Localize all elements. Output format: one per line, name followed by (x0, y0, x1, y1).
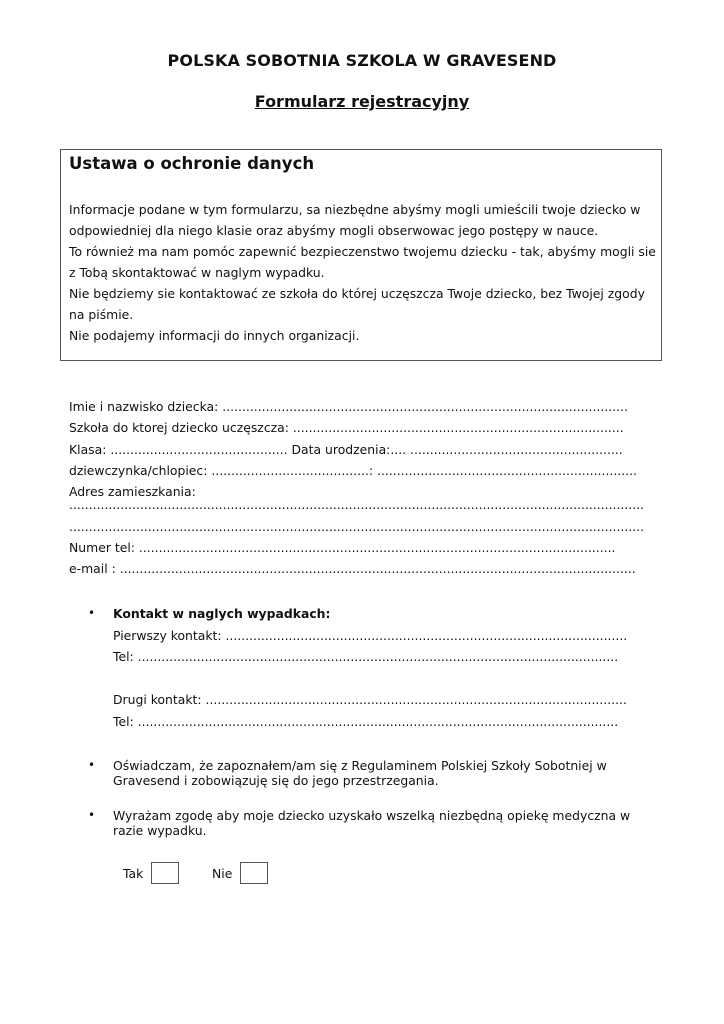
data-protection-text (69, 199, 657, 346)
bullet-icon: • (88, 808, 96, 822)
second-contact-field[interactable]: Drugi kontakt: ........................................................................................................... (113, 692, 627, 707)
gender-field[interactable]: dziewczynka/chlopiec: ........................................: .................................................................. (69, 462, 637, 478)
data-protection-line: z Tobą skontaktować w naglym wypadku. (69, 265, 325, 280)
address-line-2[interactable]: .................................................................................................................................................. (69, 518, 645, 534)
emergency-contacts-section (113, 603, 653, 732)
form-title: Formularz rejestracyjny (254, 92, 470, 111)
bullet-icon: • (88, 606, 96, 620)
data-protection-line: na piśmie. (69, 307, 134, 322)
class-dob-field[interactable]: Klasa: ............................................. Data urodzenia:.... ...................................................... (69, 441, 623, 457)
address-line-1[interactable]: .................................................................................................................................................. (69, 497, 645, 513)
school-field[interactable]: Szkoła do ktorej dziecko uczęszcza: .................................................................................... (69, 420, 624, 436)
child-name-field[interactable]: Imie i nazwisko dziecka: ....................................................................................................... (69, 399, 628, 414)
data-protection-line: Nie podajemy informacji do innych organizacji. (69, 328, 360, 343)
yes-label: Tak (123, 865, 144, 881)
data-protection-line: To również ma nam pomóc zapewnić bezpieczenstwo twojemu dziecku - tak, abyśmy mogli sie (69, 244, 656, 259)
yes-checkbox[interactable] (151, 862, 179, 884)
data-protection-line: Informacje podane w tym formularzu, sa niezbędne abyśmy mogli umieścili twoje dziecko w (69, 202, 641, 217)
regulations-statement: Oświadczam, że zapoznałem/am się z Regulaminem Polskiej Szkoły Sobotniej w Gravesend i zobowiązuję się do jego przestrzegania. (113, 758, 607, 788)
first-contact-field[interactable]: Pierwszy kontakt: ...................................................................................................... (113, 627, 628, 643)
first-contact-tel-field[interactable]: Tel: .......................................................................................................................... (113, 649, 619, 664)
data-protection-line: odpowiedniej dla niego klasie oraz abyśmy mogli obserwowac jego postępy w nauce. (69, 223, 599, 238)
spacer (113, 668, 653, 690)
child-details-fields (69, 396, 659, 580)
email-field[interactable]: e-mail : ................................................................................................................................... (69, 561, 636, 577)
consent-no-option (212, 862, 268, 884)
no-checkbox[interactable] (240, 862, 268, 884)
second-contact-tel-field[interactable]: Tel: .......................................................................................................................... (113, 713, 619, 729)
school-name: POLSKA SOBOTNIA SZKOLA W GRAVESEND (167, 51, 557, 70)
no-label: Nie (212, 865, 233, 881)
data-protection-line: Nie będziemy sie kontaktować ze szkoła do której uczęszcza Twoje dziecko, bez Twojej zgody (69, 286, 645, 301)
medical-consent-statement: Wyrażam zgodę aby moje dziecko uzyskało wszelką niezbędną opiekę medyczna w razie wypadku. (113, 808, 631, 838)
phone-field[interactable]: Numer tel: ......................................................................................................................... (69, 540, 616, 556)
bullet-icon: • (88, 758, 96, 772)
data-protection-heading: Ustawa o ochronie danych (69, 154, 315, 173)
consent-yes-option (123, 862, 179, 884)
address-label: Adres zamieszkania: (69, 484, 196, 500)
data-protection-box (60, 149, 662, 361)
emergency-heading: Kontakt w naglych wypadkach: (113, 606, 331, 621)
